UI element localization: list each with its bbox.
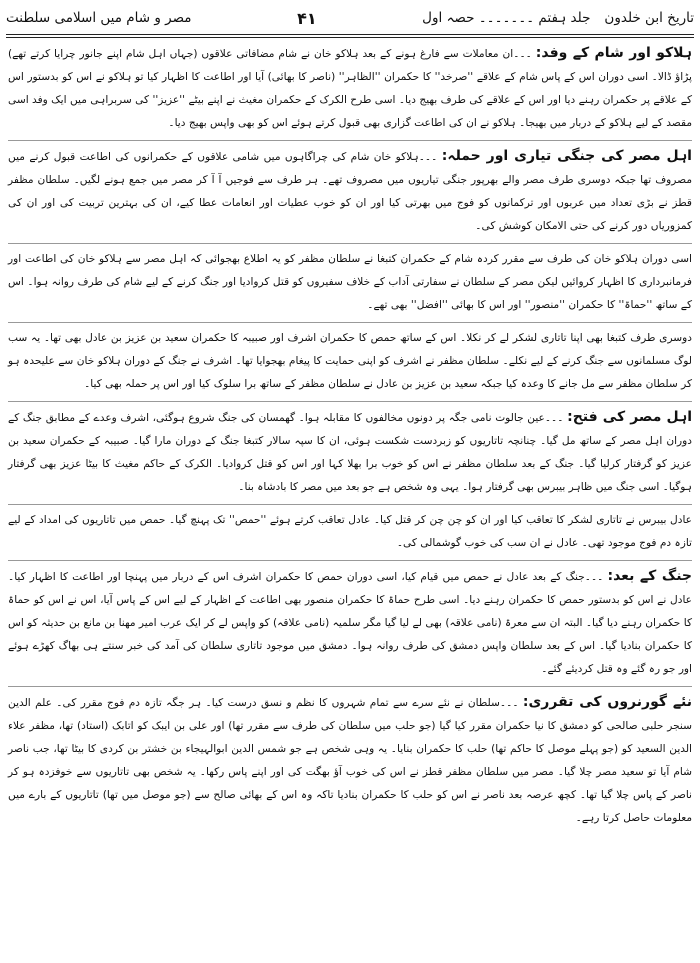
section-jang-ke-baad [8,565,692,681]
book-title: تاریخ ابن خلدون [604,10,694,26]
header-rule-bottom [6,37,694,38]
paragraph-kitbugha [8,248,692,317]
paragraph-adil-baibars [8,509,692,555]
section-divider [8,318,692,323]
header-left-group [422,10,694,26]
section-misr-fatah [8,406,692,499]
section-text: اسی دوران ہلاکو خان کی طرف سے مقرر کردہ شام کے حکمران کتبغا نے سلطان مظفر کو یہ اطلاع بھجوائی کہ اہل مصر سے ہلاکو خان کی اطاعت اور فرمانبرداری کا اظہار کروائیں لیکن مصر کے سلطان نے سفارتی آداب کے خلاف سفیروں کو قتل کروادیا اور جنگ کرنے کے لیے شام کی طرف روانہ ہوا۔ اس کے ساتھ ''حماۃ'' کا حکمران ''منصور'' اور اس کا بھائی ''افضل'' بھی تھے۔ [8,253,692,311]
section-divider [8,239,692,244]
paragraph-tatari-lashkar [8,327,692,396]
section-text: ۔۔۔ان معاملات سے فارغ ہونے کے بعد ہلاکو خان نے شام مضافاتی علاقوں (جہاں اہل شام اپنے جانور چرایا کرتے تھے) پڑاؤ ڈالا۔ اسی دوران اس کے پاس شام کے علاقے ''صرخد'' کا حکمران ''الظاہر'' (ناصر کا بھائی) آیا اور اطاعت کا اظہار کیا تو ہلاکو نے اس کو بدستور اس کے علاقے پر حکمران رہنے دیا اور اس کے علاقے کی طرف بھیج دیا۔ اسی طرح الکرک کے حکمران مغیث نے اپنے بیٹے ''عزیز'' کی سربراہی میں ایک وفد اسی مقصد کے لیے ہلاکو کے دربار میں بھیجا۔ ہلاکو نے ان کی اطاعت گزاری بھی قبول کرتے ہوئے اس کو بھی واپس بھیج دیا۔ [8,48,692,129]
section-heading: جنگ کے بعد: [607,568,692,584]
section-divider [8,136,692,141]
section-text: ۔۔۔ہلاکو خان شام کی چراگاہوں میں شامی علاقوں کے حکمرانوں کی اطاعت قبول کرنے میں مصروف تھا جبکہ دوسری طرف مصر والے بھرپور جنگی تیاریوں میں مصروف تھے۔ ہر طرف سے فوجیں آ آ کر مصر میں جمع ہونے لگیں۔ سلطان مظفر قطز نے بڑی تعداد میں عربوں اور ترکمانوں کو فوج میں بھرتی کیا اور ان کو خوب عطیات اور انعامات عطا کیے، ان کی بہترین تربیت کی اور ان کی کمزوریاں دور کرنے کی حتی الامکان کوشش کی۔ [8,151,692,232]
section-text: عادل بیبرس نے تاتاری لشکر کا تعاقب کیا اور ان کو چن چن کر قتل کیا۔ عادل تعاقب کرتے ہوئے ''حمص'' تک پہنچ گیا۔ حمص میں تاتاریوں کی امداد کے لیے تازہ دم فوج موجود تھی۔ عادل نے ان سب کی خوب گوشمالی کی۔ [8,514,692,549]
section-text: ۔۔۔جنگ کے بعد عادل نے حمص میں قیام کیا، اسی دوران حمص کا حکمران اشرف اس کے دربار میں پہنچا اور اطاعت کا اظہار کیا۔ عادل نے اس کو بدستور حمص کا حکمران رہنے دیا۔ اسی طرح حماۃ کا حکمران منصور بھی اطاعت کے اظہار کے لیے اس کے پاس آیا، اس نے اس کو حماۃ کا حکمران رہنے دیا گیا۔ البتہ ان سے معرۃ (نامی علاقہ) بھی لے لیا گیا مگر سلمیہ (نامی علاقہ) کو واپس لے کر ایک عرب امیر مھنا بن مانع بن حدیثہ کو اس کا حکمران بنادیا گیا۔ اس کے بعد سلطان واپس دمشق کی طرف روانہ ہوا۔ دمشق میں موجود تاتاری سلطان کی آمد کی خبر سنتے ہی بھاگ کھڑے ہوئے اور جو رہ گئے وہ قتل کردیئے گئے۔ [8,571,692,675]
section-text: ۔۔۔سلطان نے نئے سرے سے تمام شہروں کا نظم و نسق درست کیا۔ ہر جگہ تازہ دم فوج مقرر کی۔ علم الدین سنجر حلبی صالحی کو دمشق کا نیا حکمران مقرر کیا گیا (جو حلب میں سلطان کی طرف سے مقرر تھا) اور علی بن ایبک کو اتابک (استاد) تھا، مظفر علاء الدین السعید کو (جو پہلے موصل کا حاکم تھا) حلب کا حکمران بنایا۔ یہ وہی شخص ہے جو شمس الدین ابوالہیجاء بن خشتر بن کردی کا بیٹا تھا، جب ناصر شام آیا تو سعید مصر چلا گیا۔ مصر میں سلطان مظفر قطز نے اس کی خوب آؤ بھگت کی اور اپنے پاس رکھا۔ یہ شخص بھی تاتاریوں سے خوفزدہ ہو کر ناصر کے پاس چلا گیا تھا۔ کچھ عرصہ بعد ناصر نے اس کو حلب کا حکمران بنادیا تاکہ وہ اس کے بھائی صالح سے (جو موصل میں تھا) تاتاریوں کے بارے میں معلومات حاصل کرتا رہے۔ [8,697,692,824]
section-governors [8,691,692,830]
section-divider [8,682,692,687]
section-misr-tayyari [8,145,692,238]
section-heading: ہلاکو اور شام کے وفد: [535,45,692,61]
page-header [6,4,694,32]
page-number: ۴۱ [297,8,317,28]
section-halaku-wafd [8,42,692,135]
section-text: دوسری طرف کتبغا بھی اپنا تاتاری لشکر لے کر نکلا۔ اس کے ساتھ حمص کا حکمران اشرف اور صبیبہ کا حکمران سعید بن عزیز بن عادل بھی تھا۔ یہ سب لوگ مسلمانوں سے جنگ کرنے کے لیے نکلے۔ سلطان مظفر نے اشرف کو اپنی حمایت کا پیغام بھجوایا تھا۔ اشرف نے جنگ کے دوران ہلاکو خان سے علیحدہ ہو کر سلطان مظفر سے مل جانے کا وعدہ کیا جبکہ سعید بن عزیز بن عادل نے سلطان مظفر کے ساتھ برا سلوک کیا اور اس پر حملہ بھی کیا۔ [8,332,692,390]
volume-part: جلد ہفتم ۔۔۔۔۔۔۔ حصہ اول [422,10,591,26]
section-text: ۔۔۔عین جالوت نامی جگہ پر دونوں مخالفوں کا مقابلہ ہوا۔ گھمسان کی جنگ شروع ہوگئی، اشرف وعدے کے مطابق جنگ کے دوران اہل مصر کے ساتھ مل گیا۔ چنانچہ تاتاریوں کو زبردست شکست ہوئی، ان کا سپہ سالار کتبغا جنگ کے دوران مارا گیا۔ صبیبہ کے حکمران سعید بن عزیز کو گرفتار کرلیا گیا۔ جنگ کے بعد سلطان مظفر نے اس کو خوب برا بھلا کہا اور اس کو قتل کروادیا۔ الکرک کے حاکم مغیث کا بیٹا عزیز بھی گرفتار ہوگیا۔ اسی جنگ میں ظاہر بیبرس بھی گرفتار ہوا۔ یہی وہ شخص ہے جو بعد میں مصر کا بادشاہ بنا۔ [8,412,692,493]
section-divider [8,500,692,505]
header-rule-top [6,34,694,35]
section-divider [8,556,692,561]
section-heading: نئے گورنروں کی تقرری: [522,694,693,710]
section-heading: اہل مصر کی فتح: [567,409,693,425]
document-body [8,42,692,959]
section-heading: اہل مصر کی جنگی تیاری اور حملہ: [441,148,692,164]
chapter-title: مصر و شام میں اسلامی سلطنت [6,10,192,26]
section-divider [8,397,692,402]
